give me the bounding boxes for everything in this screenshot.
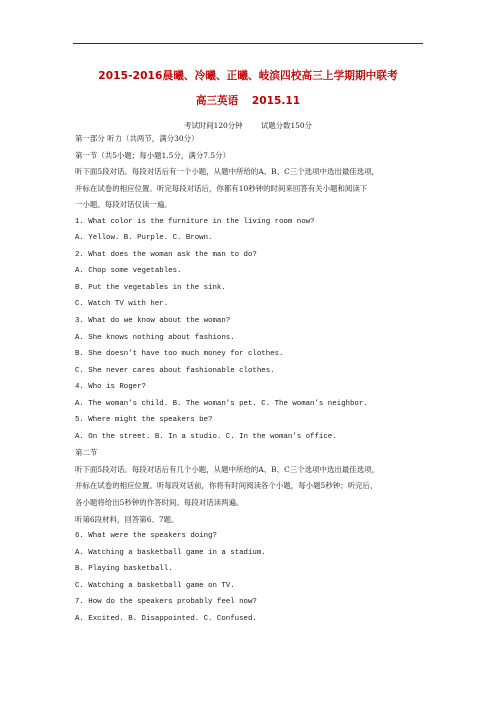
text-line: 6. What were the speakers doing?	[75, 532, 217, 541]
text-line: 3. What do we know about the woman?	[75, 317, 231, 326]
text-line: B. Playing basketball.	[75, 565, 173, 574]
question-body	[75, 131, 425, 627]
text-line: B. She doesn’t have too much money for clothes.	[75, 350, 284, 359]
text-line: A. Watching a basketball game in a stadium.	[75, 548, 266, 557]
text-line: C. She never cares about fashionable clothes.	[75, 366, 275, 375]
text-line: 7. How do the speakers probably feel now?	[75, 598, 257, 607]
header-rule	[73, 43, 423, 44]
text-line: A. Excited. B. Disappointed. C. Confused.	[75, 614, 257, 623]
exam-meta	[0, 120, 496, 131]
total-score: 试题分数150分	[260, 121, 312, 130]
text-line: 第一节（共5小题；每小题1.5分，满分7.5分）	[75, 150, 231, 160]
exam-time: 考试时间120分钟	[184, 121, 243, 130]
text-line: 并标在试卷的相应位置。听每段对话前，你将有时间阅读各个小题，每小题5秒钟；听完后，	[75, 481, 378, 491]
text-line: A. On the street. B. In a studio. C. In the woman’s office.	[75, 432, 337, 441]
text-line: C. Watch TV with her.	[75, 300, 169, 309]
exam-title: 2015-2016晨曦、冷曦、正曦、岐滨四校高三上学期期中联考	[98, 70, 398, 82]
text-line: A. Yellow. B. Purple. C. Brown.	[75, 234, 213, 243]
text-line: 听下面5段对话。每段对话后有几个小题，从题中所给的A、B、C三个选项中选出最佳选项，	[75, 464, 380, 474]
text-line: C. Watching a basketball game on TV.	[75, 581, 235, 590]
text-line: A. Chop some vegetables.	[75, 267, 182, 276]
text-line: 各小题将给出5秒钟的作答时间。每段对话读两遍。	[75, 498, 244, 508]
text-line: 第一部分 听力（共两节，满分30分）	[75, 134, 199, 143]
text-line: 第二节	[75, 448, 98, 458]
text-line: 1. What color is the furniture in the living room now?	[75, 217, 315, 226]
text-line: 4. Who is Roger?	[75, 383, 146, 392]
text-line: A. The woman’s child. B. The woman’s pet. C. The woman’s neighbor.	[75, 399, 368, 408]
text-line: B. Put the vegetables in the sink.	[75, 283, 226, 292]
text-line: 一小题。每段对话仅读一遍。	[75, 200, 172, 210]
text-line: 2. What does the woman ask the man to do?	[75, 250, 257, 259]
text-line: 并标在试卷的相应位置。听完每段对话后，你都有10秒钟的时间来回答有关小题和阅读下	[75, 183, 368, 193]
exam-subtitle: 高三英语 2015.11	[195, 95, 301, 107]
text-line: A. She knows nothing about fashions.	[75, 333, 235, 342]
text-line: 听第6段材料，回答第6、7题。	[75, 514, 179, 524]
text-line: 听下面5段对话。每段对话后有一个小题，从题中所给的A、B、C三个选项中选出最佳选项，	[75, 167, 380, 177]
text-line: 5. Where might the speakers be?	[75, 416, 213, 425]
